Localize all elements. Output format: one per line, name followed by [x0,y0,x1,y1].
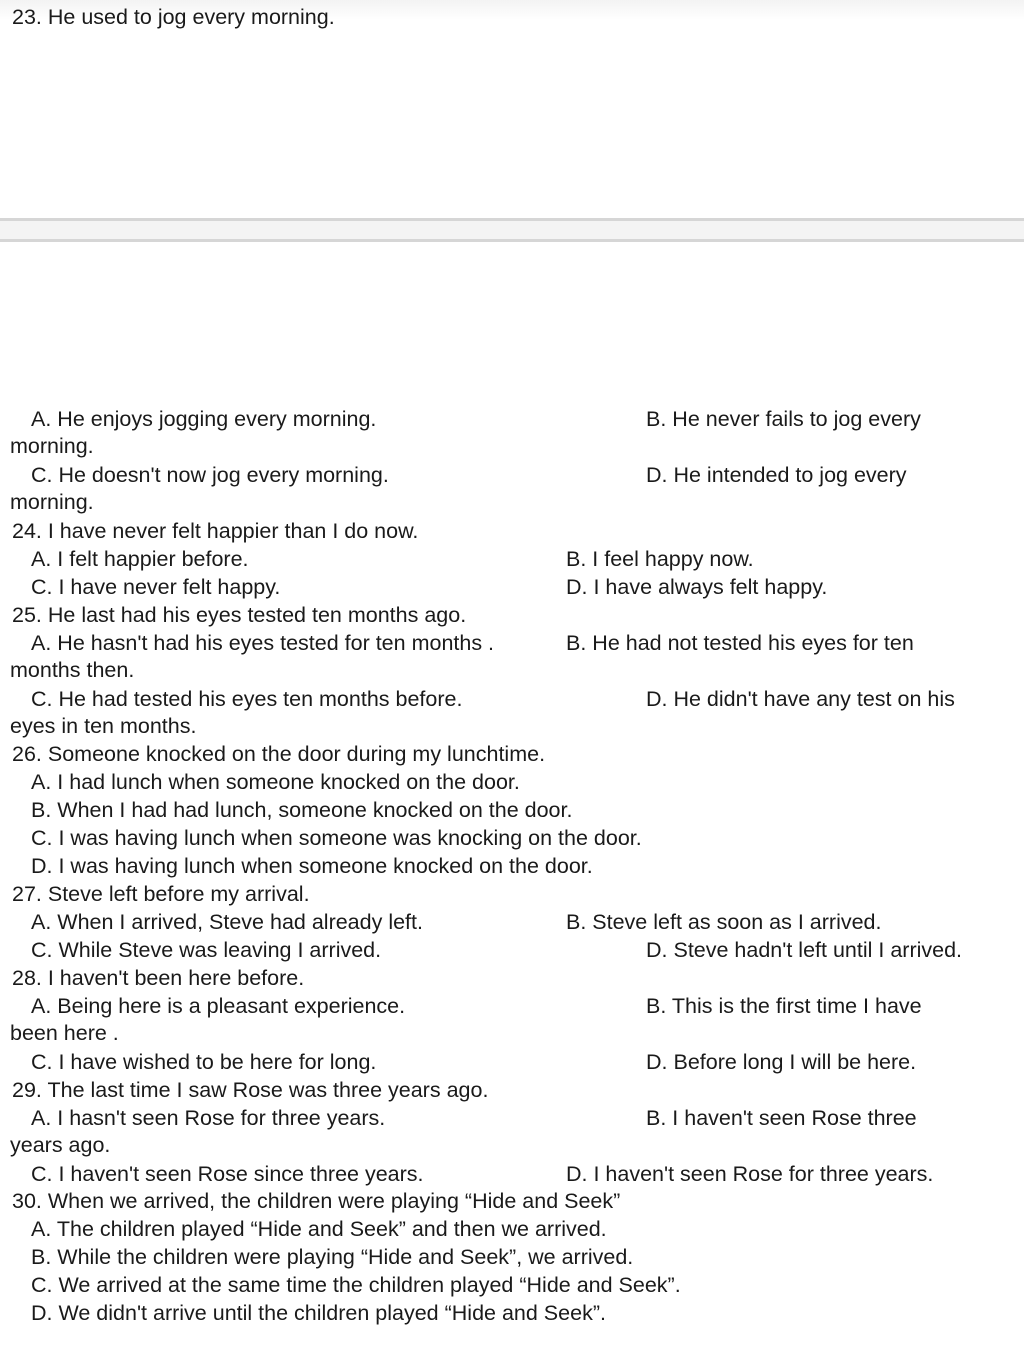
q24-option-c: C. I have never felt happy. [31,575,281,599]
q29-option-b-cont: years ago. [10,1133,111,1157]
q30-option-c: C. We arrived at the same time the children played “Hide and Seek”. [31,1273,681,1297]
answer-box-divider [0,218,1024,242]
question-24-text: 24. I have never felt happier than I do now. [12,519,419,543]
q25-option-d: D. He didn't have any test on his [646,687,955,711]
q30-option-d: D. We didn't arrive until the children played “Hide and Seek”. [31,1301,606,1325]
q28-option-c: C. I have wished to be here for long. [31,1050,377,1074]
q29-option-a: A. I hasn't seen Rose for three years. [31,1106,386,1130]
q25-option-c: C. He had tested his eyes ten months before. [31,687,463,711]
q28-option-b: B. This is the first time I have [646,994,922,1018]
q23-option-b-cont: morning. [10,434,94,458]
q29-option-c: C. I haven't seen Rose since three years. [31,1162,424,1186]
question-23-text: 23. He used to jog every morning. [12,5,335,29]
q25-option-a: A. He hasn't had his eyes tested for ten months . [31,631,495,655]
q23-option-a: A. He enjoys jogging every morning. [31,407,377,431]
q29-option-b: B. I haven't seen Rose three [646,1106,917,1130]
q23-option-c: C. He doesn't now jog every morning. [31,463,389,487]
q29-option-d: D. I haven't seen Rose for three years. [566,1162,934,1186]
q26-option-a: A. I had lunch when someone knocked on the door. [31,770,520,794]
q27-option-c: C. While Steve was leaving I arrived. [31,938,382,962]
q23-option-d: D. He intended to jog every [646,463,907,487]
question-30-text: 30. When we arrived, the children were playing “Hide and Seek” [12,1189,621,1213]
q27-option-d: D. Steve hadn't left until I arrived. [646,938,963,962]
q25-option-b-cont: months then. [10,658,135,682]
q24-option-d: D. I have always felt happy. [566,575,828,599]
q26-option-c: C. I was having lunch when someone was knocking on the door. [31,826,642,850]
q27-option-b: B. Steve left as soon as I arrived. [566,910,882,934]
q28-option-a: A. Being here is a pleasant experience. [31,994,406,1018]
q26-option-d: D. I was having lunch when someone knocked on the door. [31,854,593,878]
q25-option-d-cont: eyes in ten months. [10,714,197,738]
q23-option-b: B. He never fails to jog every [646,407,921,431]
q23-option-d-cont: morning. [10,490,94,514]
q25-option-b: B. He had not tested his eyes for ten [566,631,914,655]
question-25-text: 25. He last had his eyes tested ten months ago. [12,603,467,627]
q26-option-b: B. When I had had lunch, someone knocked on the door. [31,798,573,822]
q28-option-d: D. Before long I will be here. [646,1050,917,1074]
question-29-text: 29. The last time I saw Rose was three years ago. [12,1078,489,1102]
question-28-text: 28. I haven't been here before. [12,966,305,990]
q24-option-b: B. I feel happy now. [566,547,754,571]
q24-option-a: A. I felt happier before. [31,547,249,571]
question-26-text: 26. Someone knocked on the door during my lunchtime. [12,742,546,766]
question-27-text: 27. Steve left before my arrival. [12,882,310,906]
q30-option-b: B. While the children were playing “Hide and Seek”, we arrived. [31,1245,634,1269]
q30-option-a: A. The children played “Hide and Seek” and then we arrived. [31,1217,607,1241]
q27-option-a: A. When I arrived, Steve had already left. [31,910,423,934]
q28-option-b-cont: been here . [10,1021,119,1045]
